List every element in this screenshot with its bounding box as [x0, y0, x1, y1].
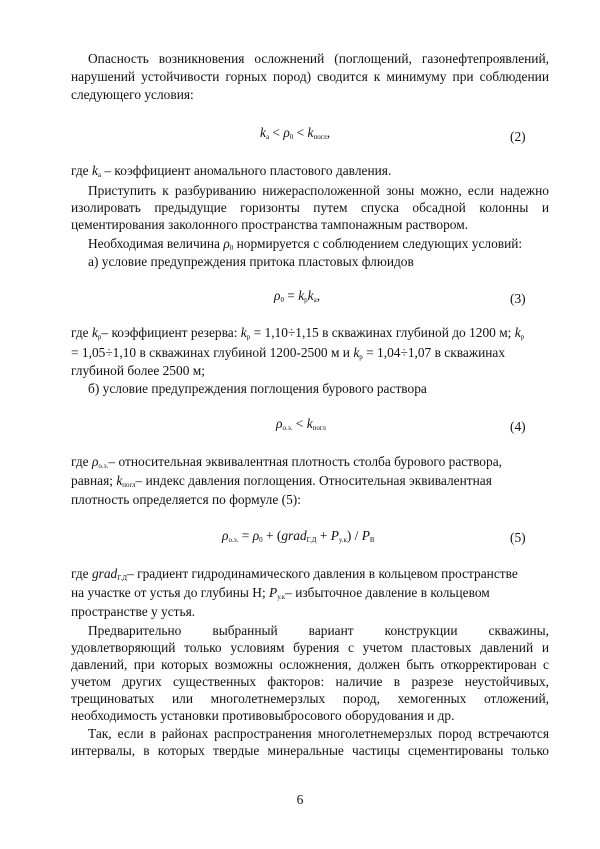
equation-3: $\rho_0 = k_рk_а$,	[274, 288, 321, 304]
equation-5-number: (5)	[510, 530, 526, 545]
p4-line2: удовлетворяющий только условиям бурения с учетом пластовых давлений и	[71, 640, 549, 655]
item-b: б) условие предупреждения поглощения бурового раствора	[88, 381, 427, 396]
eq5-explanation-line2: на участке от устья до глубины Н; $P_{у.к}-$ избыточное давление в кольцевом	[71, 585, 490, 601]
eq4-explanation-line3: плотность определяется по формуле (5):	[71, 492, 301, 507]
equation-5: $\rho_{о.э.} = \rho_0$ + (grad$_{Г.Д}$ + $P_{у.к}) / P_В$	[222, 528, 375, 544]
eq5-explanation-line3: пространстве у устья.	[71, 604, 196, 619]
equation-2: $k_а < \rho_0 < k_{погл}$,	[260, 125, 331, 141]
eq5-explanation-line1: где grad$_{Г.Д}$– градиент гидродинамического давления в кольцевом пространстве	[71, 566, 518, 582]
p4-line5: трещиноватых или многолетнемерзлых пород, хемогенных отложений,	[71, 691, 549, 706]
p4-line1: Предварительно выбранный вариант конструкции скважины,	[88, 623, 549, 638]
equation-4: $\rho_{о.э.} < k_{погл}$	[276, 416, 326, 432]
eq3-explanation-line3: глубиной более 2500 м;	[71, 363, 205, 378]
equation-2-number: (2)	[510, 129, 526, 144]
eq2-explanation: где $k_а$ – коэффициент аномального пластового давления.	[71, 163, 392, 179]
p2-line2: изолировать предыдущие горизонты путем спуска обсадной колонны и	[71, 200, 549, 215]
p2-line1: Приступить к разбуриванию нижерасположенной зоны можно, если надежно	[88, 183, 549, 198]
p2-line3: цементирования заколонного пространства тампонажным раствором.	[71, 217, 469, 232]
equation-4-number: (4)	[510, 419, 526, 434]
p1-line2: нарушений устойчивости горных пород) сводится к минимуму при соблюдении	[71, 69, 549, 84]
p3-line: Необходимая величина $\rho_0$ нормируется с соблюдением следующих условий:	[88, 236, 523, 252]
eq4-explanation-line1: где $\rho_{о.э.}-$ относительная эквивалентная плотность столба бурового раствора,	[71, 454, 502, 470]
eq3-explanation-line1: где $k_р-$ коэффициент резерва: $k_р = 1,10\div 1,15$ в скважинах глубиной до 1200 м; $k_р$	[71, 325, 525, 341]
item-a: а) условие предупреждения притока пластовых флюидов	[88, 254, 414, 269]
p5-line1: Так, если в районах распространения многолетнемерзлых пород встречаются	[88, 726, 549, 741]
eq4-explanation-line2: равная; $k_{погл}-$ индекс давления поглощения. Относительная эквивалентная	[71, 473, 492, 489]
p4-line6: необходимость установки противовыбросового оборудования и др.	[71, 708, 455, 723]
p4-line3: давлений, при которых возможны осложнения, должен быть откорректирован с	[71, 657, 549, 672]
eq3-explanation-line2: = 1,05÷1,10 в скважинах глубиной 1200-2500 м и $k_р = 1,04\div 1,07$ в скважинах	[71, 345, 506, 361]
equation-3-number: (3)	[510, 291, 526, 306]
p5-line2: интервалы, в которых твердые минеральные частицы сцементированы только	[71, 743, 549, 758]
p1-line1: Опасность возникновения осложнений (поглощений, газонефтепроявлений,	[88, 51, 549, 66]
p4-line4: учетом других существенных факторов: наличие в разрезе неустойчивых,	[71, 674, 549, 689]
p1-line3: следующего условия:	[71, 87, 194, 102]
page-number: 6	[296, 792, 304, 807]
